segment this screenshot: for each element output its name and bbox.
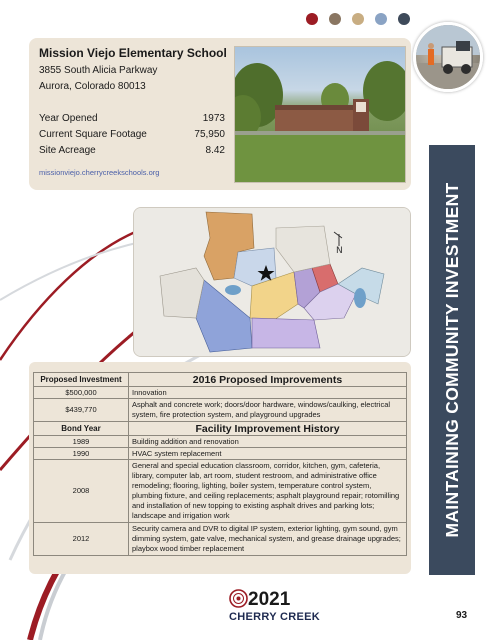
stat-value: 1973	[202, 113, 225, 124]
dot-4	[375, 13, 387, 25]
investment-description: Asphalt and concrete work; doors/door hardware, windows/caulking, electrical system, fire protection system, and playground upgrades	[129, 399, 407, 422]
school-stats	[39, 111, 225, 159]
history-description: Security camera and DVR to digital IP system, exterior lighting, gym sound, gym dimming system, gate valve, mechanical system, and grease drainage upgrades; playbox wood timber replacement	[129, 523, 407, 556]
bond-year: 2008	[34, 460, 129, 523]
stat-label: Year Opened	[39, 113, 98, 124]
school-photo-illustration	[235, 47, 405, 182]
vehicle-illustration	[416, 25, 480, 89]
history-description: General and special education classroom, corridor, kitchen, gym, cafeteria, library, computer lab, art room, student restroom, and administrative office remodeling; flooring, lighting, boiler system, temperature control system, plumbing fixture, and ceiling replacements; asphalt playground repair; rotomilling and installation of new topping to existing asphalt drives and parking lots; landscape and irrigation work	[129, 460, 407, 523]
page-number: 93	[456, 610, 468, 621]
bond-year: 1990	[34, 448, 129, 460]
stat-label: Site Acreage	[39, 145, 96, 156]
table-row	[34, 448, 407, 460]
address-line-2: Aurora, Colorado 80013	[39, 81, 146, 92]
bond-year: 1989	[34, 436, 129, 448]
bond-year: 2012	[34, 523, 129, 556]
history-description: HVAC system replacement	[129, 448, 407, 460]
improvements-card	[29, 362, 411, 574]
dot-5	[398, 13, 410, 25]
table-row	[34, 436, 407, 448]
improvements-table	[33, 372, 407, 556]
school-website-link[interactable]: missionviejo.cherrycreekschools.org	[39, 168, 160, 177]
color-dots	[306, 13, 410, 25]
bond-year-header: Bond Year	[34, 422, 129, 436]
table-row	[34, 460, 407, 523]
district-map	[133, 207, 411, 357]
stat-site-acreage	[39, 143, 225, 159]
school-info-card	[29, 38, 411, 190]
table-row	[34, 399, 407, 422]
proposed-investment-header: Proposed Investment	[34, 373, 129, 387]
maintenance-photo	[413, 22, 483, 92]
address-line-1: 3855 South Alicia Parkway	[39, 65, 158, 76]
dot-1	[306, 13, 318, 25]
dot-3	[352, 13, 364, 25]
dot-2	[329, 13, 341, 25]
facility-history-title: Facility Improvement History	[129, 422, 407, 436]
section-sidebar	[429, 145, 475, 575]
sidebar-title: MAINTAINING COMMUNITY INVESTMENT	[442, 182, 462, 538]
district-map-illustration	[134, 208, 410, 356]
school-photo	[234, 46, 406, 183]
investment-amount: $500,000	[34, 387, 129, 399]
improvements-header-row	[34, 373, 407, 387]
table-row	[34, 387, 407, 399]
stat-label: Current Square Footage	[39, 129, 147, 140]
svg-text:N: N	[336, 246, 343, 256]
stat-value: 75,950	[194, 129, 225, 140]
history-header-row	[34, 422, 407, 436]
history-description: Building addition and renovation	[129, 436, 407, 448]
stat-year-opened	[39, 111, 225, 127]
footer-district-name: CHERRY CREEK	[229, 611, 321, 623]
stat-value: 8.42	[205, 145, 225, 156]
curve-red-1	[0, 230, 140, 360]
school-name: Mission Viejo Elementary School	[39, 46, 227, 60]
table-row	[34, 523, 407, 556]
footer-year: 2021	[248, 589, 291, 610]
stat-square-footage	[39, 127, 225, 143]
investment-description: Innovation	[129, 387, 407, 399]
investment-amount: $439,770	[34, 399, 129, 422]
curve-grey-3	[0, 240, 150, 300]
proposed-improvements-title: 2016 Proposed Improvements	[129, 373, 407, 387]
cherry-creek-emblem-icon	[229, 589, 248, 608]
